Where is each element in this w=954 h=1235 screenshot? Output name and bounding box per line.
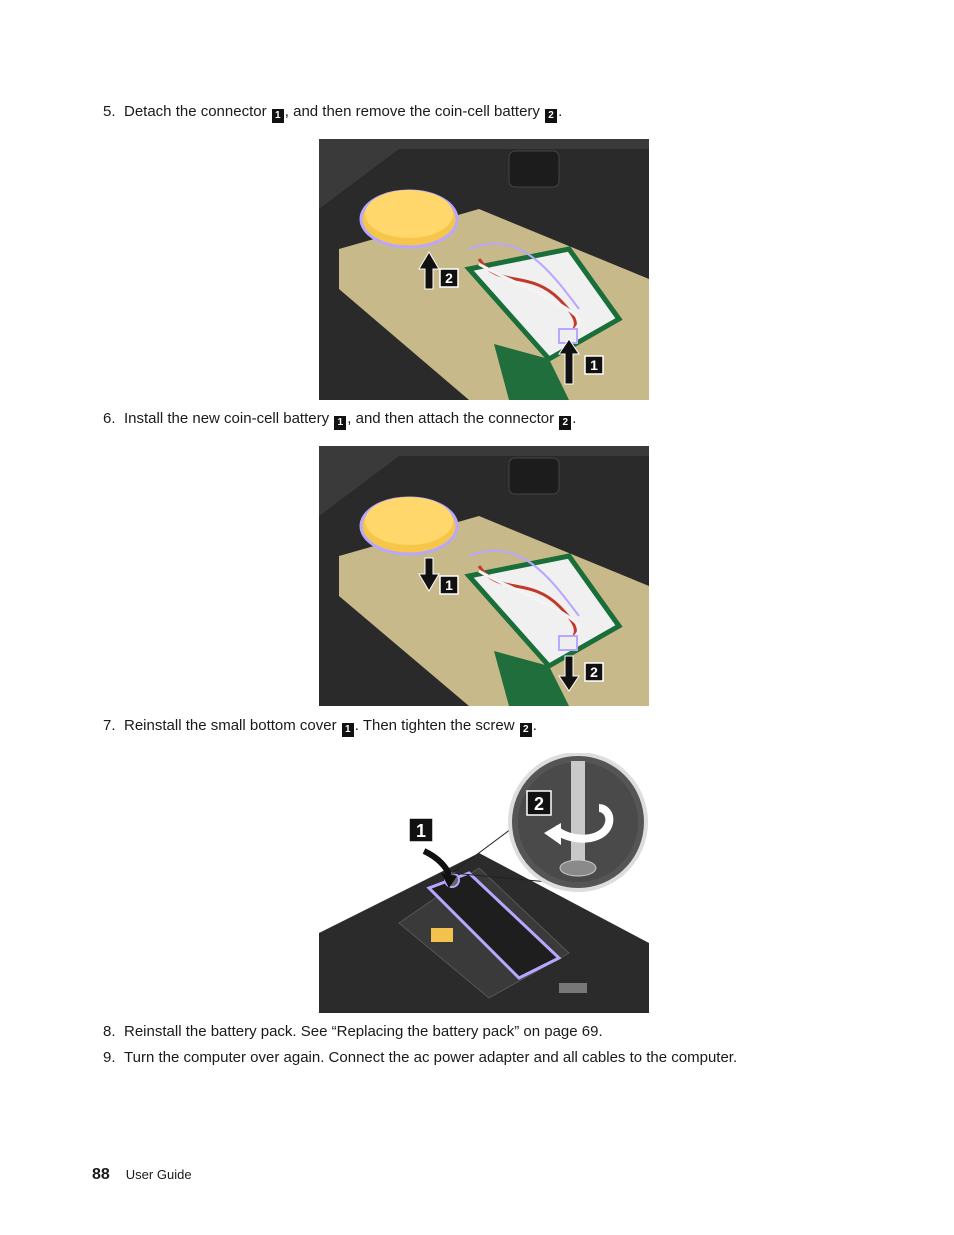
callout-badge-1: 1 xyxy=(342,723,354,737)
illustration-install-battery xyxy=(319,446,649,706)
callout-badge-1: 1 xyxy=(272,109,284,123)
callout-badge-2: 2 xyxy=(545,109,557,123)
svg-text:1: 1 xyxy=(415,821,427,841)
svg-text:2: 2 xyxy=(533,794,545,814)
page-number: 88 xyxy=(92,1166,110,1183)
callout-badge-2: 2 xyxy=(559,416,571,430)
step-8: 8. Reinstall the battery pack. See “Replacing the battery pack” on page 69. xyxy=(103,1023,603,1040)
callout-badge-1: 1 xyxy=(334,416,346,430)
svg-text:1: 1 xyxy=(445,577,453,593)
svg-text:1: 1 xyxy=(590,357,598,373)
svg-text:2: 2 xyxy=(590,664,598,680)
figure-install-battery xyxy=(319,446,649,706)
figure-reinstall-cover xyxy=(319,753,649,1013)
step-9: 9. Turn the computer over again. Connect the ac power adapter and all cables to the computer. xyxy=(103,1049,738,1066)
illustration-reinstall-cover xyxy=(319,753,649,1013)
illustration-remove-battery xyxy=(319,139,649,400)
svg-text:2: 2 xyxy=(445,270,453,286)
step-5: 5. Detach the connector 1 , and then remove the coin-cell battery 2 . xyxy=(103,103,563,121)
step-7: 7. Reinstall the small bottom cover 1 . Then tighten the screw 2 . xyxy=(103,717,537,735)
page-footer xyxy=(92,1166,192,1184)
doc-title: User Guide xyxy=(125,1167,192,1182)
step-6: 6. Install the new coin-cell battery 1 , and then attach the connector 2 . xyxy=(103,410,577,428)
callout-badge-2: 2 xyxy=(520,723,532,737)
figure-remove-battery xyxy=(319,139,649,400)
